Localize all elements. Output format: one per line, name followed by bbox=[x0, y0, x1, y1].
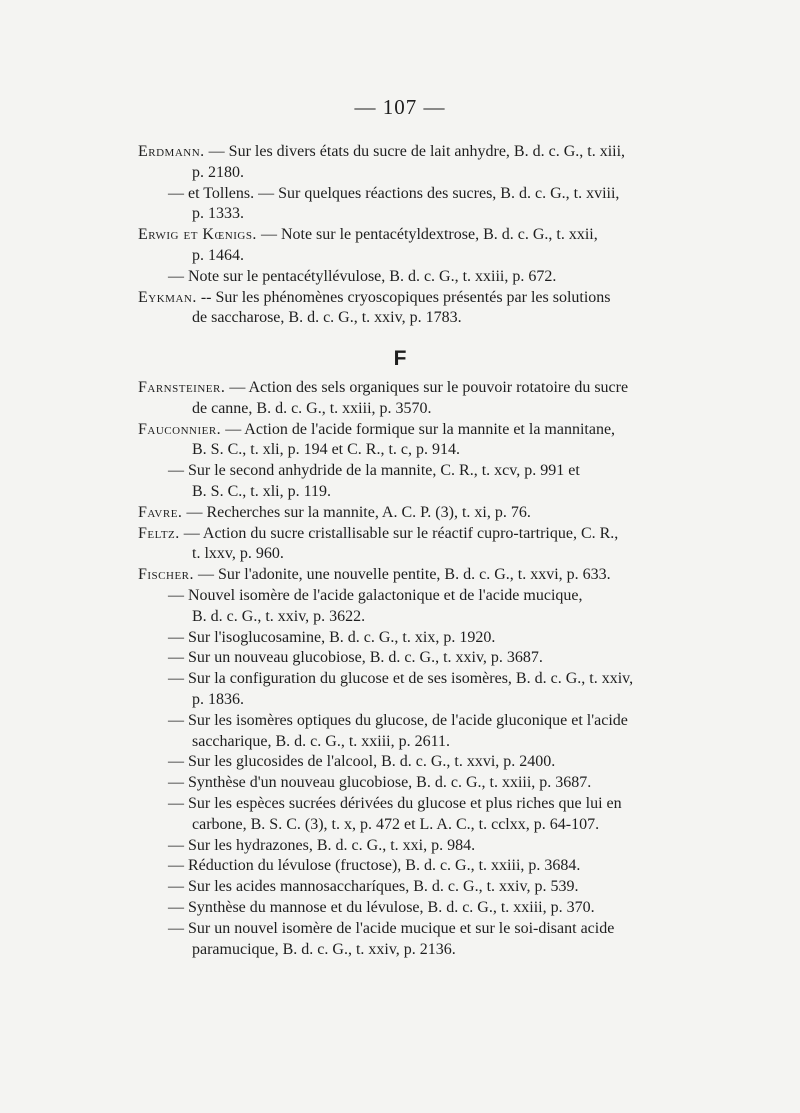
entry-first-line bbox=[138, 587, 583, 604]
entry-first-line bbox=[138, 525, 618, 542]
entry-author: Fischer. bbox=[138, 566, 195, 584]
entry-first-line bbox=[138, 857, 580, 874]
entry-text: — Sur un nouveau glucobiose, B. d. c. G., t. xxiv, p. 3687. bbox=[168, 649, 543, 667]
entry-text: — Recherches sur la mannite, A. C. P. (3), t. xi, p. 76. bbox=[186, 503, 531, 521]
entry-continuation: de saccharose, B. d. c. G., t. xxiv, p. 1783. bbox=[192, 309, 462, 327]
entry-author: Erwig et Kœnigs. bbox=[138, 226, 257, 244]
entry-first-line bbox=[138, 774, 591, 791]
entry-first-line bbox=[138, 379, 628, 396]
entry-first-line bbox=[138, 421, 615, 438]
bibliography-entry bbox=[138, 794, 678, 836]
entry-continuation: de canne, B. d. c. G., t. xxiii, p. 3570. bbox=[192, 399, 432, 417]
entry-text: — Synthèse du mannose et du lévulose, B. d. c. G., t. xxiii, p. 370. bbox=[168, 898, 595, 916]
entry-text: — Sur les acides mannosaccharíques, B. d. c. G., t. xxiv, p. 539. bbox=[168, 878, 579, 896]
entry-first-line bbox=[138, 670, 633, 687]
bibliography-entry bbox=[138, 773, 678, 794]
entry-text: — Réduction du lévulose (fructose), B. d. c. G., t. xxiii, p. 3684. bbox=[168, 857, 581, 875]
entry-first-line bbox=[138, 143, 625, 160]
entry-text: — Sur les glucosides de l'alcool, B. d. c. G., t. xxvi, p. 2400. bbox=[168, 753, 556, 771]
entry-text: — Note sur le pentacétyldextrose, B. d. c. G., t. xxii, bbox=[260, 226, 598, 244]
entry-text: — Sur les hydrazones, B. d. c. G., t. xxi, p. 984. bbox=[168, 836, 476, 854]
entry-first-line bbox=[138, 504, 531, 521]
entry-continuation: saccharique, B. d. c. G., t. xxiii, p. 2611. bbox=[192, 732, 451, 750]
bibliography-entry bbox=[138, 524, 678, 566]
entry-author: Fauconnier. bbox=[138, 420, 222, 438]
bibliography-entry bbox=[138, 648, 678, 669]
entry-first-line bbox=[138, 185, 619, 202]
entry-continuation: B. d. c. G., t. xxiv, p. 3622. bbox=[192, 607, 366, 625]
bibliography-entry bbox=[138, 898, 678, 919]
entry-continuation: B. S. C., t. xli, p. 194 et C. R., t. c, p. 914. bbox=[192, 441, 461, 459]
entry-text: — Sur les divers états du sucre de lait anhydre, B. d. c. G., t. xiii, bbox=[208, 143, 626, 160]
bibliography-entry bbox=[138, 836, 678, 857]
bibliography-entry bbox=[138, 919, 678, 961]
bibliography-entry bbox=[138, 420, 678, 462]
bibliography-entry bbox=[138, 628, 678, 649]
entry-first-line bbox=[138, 649, 543, 666]
entry-text: — Action du sucre cristallisable sur le réactif cupro-tartrique, C. R., bbox=[183, 524, 619, 542]
entry-text: — Sur la configuration du glucose et de ses isomères, B. d. c. G., t. xxiv, bbox=[168, 670, 634, 688]
entry-first-line bbox=[138, 629, 495, 646]
bibliography-entry bbox=[138, 856, 678, 877]
entry-continuation: t. lxxv, p. 960. bbox=[192, 545, 284, 563]
entry-first-line bbox=[138, 226, 598, 243]
entry-first-line bbox=[138, 566, 611, 583]
bibliography-entry bbox=[138, 565, 678, 586]
bibliography-entry bbox=[138, 267, 678, 288]
bibliography-entry bbox=[138, 669, 678, 711]
entry-text: — Sur l'isoglucosamine, B. d. c. G., t. xix, p. 1920. bbox=[168, 628, 496, 646]
entry-continuation: paramucique, B. d. c. G., t. xxiv, p. 2136. bbox=[192, 940, 456, 958]
entry-text: — Synthèse d'un nouveau glucobiose, B. d. c. G., t. xxiii, p. 3687. bbox=[168, 774, 592, 792]
bibliography-entry bbox=[138, 586, 678, 628]
bibliography-entry bbox=[138, 288, 678, 330]
bibliography-entry bbox=[138, 225, 678, 267]
entry-text: — Action de l'acide formique sur la mannite et la mannitane, bbox=[225, 420, 616, 438]
entry-first-line bbox=[138, 753, 555, 770]
entry-first-line bbox=[138, 795, 622, 812]
bibliography-entry bbox=[138, 752, 678, 773]
entry-text: — et Tollens. — Sur quelques réactions des sucres, B. d. c. G., t. xviii, bbox=[168, 184, 620, 202]
page-number: — 107 — bbox=[354, 95, 446, 119]
entry-first-line bbox=[138, 837, 475, 854]
entry-first-line bbox=[138, 462, 580, 479]
entry-text: — Sur un nouvel isomère de l'acide mucique et sur le soi-disant acide bbox=[168, 919, 615, 937]
entry-author: Farnsteiner. bbox=[138, 379, 226, 396]
entry-first-line bbox=[138, 712, 628, 729]
entry-continuation: B. S. C., t. xli, p. 119. bbox=[192, 482, 331, 500]
bibliography-entry bbox=[138, 142, 678, 184]
entry-text: — Nouvel isomère de l'acide galactonique et de l'acide mucique, bbox=[168, 586, 583, 604]
entry-text: — Sur les isomères optiques du glucose, de l'acide gluconique et l'acide bbox=[168, 711, 628, 729]
entry-first-line bbox=[138, 268, 556, 285]
entry-text: — Sur les espèces sucrées dérivées du glucose et plus riches que lui en bbox=[168, 794, 622, 812]
entry-author: Feltz. bbox=[138, 524, 180, 542]
entry-continuation: p. 1836. bbox=[192, 690, 244, 708]
bibliography-entry bbox=[138, 378, 678, 420]
entry-text: — Action des sels organiques sur le pouvoir rotatoire du sucre bbox=[229, 379, 629, 396]
entry-text: -- Sur les phénomènes cryoscopiques présentés par les solutions bbox=[200, 288, 611, 306]
entry-continuation: p. 1333. bbox=[192, 205, 244, 223]
entry-continuation: p. 2180. bbox=[192, 163, 244, 181]
entry-author: Erdmann. bbox=[138, 143, 205, 160]
entry-continuation: p. 1464. bbox=[192, 246, 244, 264]
bibliography-entry bbox=[138, 184, 678, 226]
bibliography-entry bbox=[138, 503, 678, 524]
bibliography-entry bbox=[138, 461, 678, 503]
bibliography-block-f bbox=[138, 378, 678, 960]
entry-author: Eykman. bbox=[138, 288, 197, 306]
entry-first-line bbox=[138, 289, 611, 306]
entry-text: — Sur le second anhydride de la mannite, C. R., t. xcv, p. 991 et bbox=[168, 462, 580, 480]
section-letter: F bbox=[393, 347, 407, 370]
entry-text: — Note sur le pentacétyllévulose, B. d. c. G., t. xxiii, p. 672. bbox=[168, 267, 557, 285]
bibliography-entry bbox=[138, 711, 678, 753]
bibliography-entry bbox=[138, 877, 678, 898]
bibliography-block-e bbox=[138, 142, 678, 329]
entry-continuation: carbone, B. S. C. (3), t. x, p. 472 et L. A. C., t. cclxx, p. 64-107. bbox=[192, 815, 600, 833]
entry-author: Favre. bbox=[138, 503, 183, 521]
entry-first-line bbox=[138, 920, 614, 937]
entry-text: — Sur l'adonite, une nouvelle pentite, B. d. c. G., t. xxvi, p. 633. bbox=[198, 566, 611, 584]
entry-first-line bbox=[138, 899, 595, 916]
entry-first-line bbox=[138, 878, 578, 895]
